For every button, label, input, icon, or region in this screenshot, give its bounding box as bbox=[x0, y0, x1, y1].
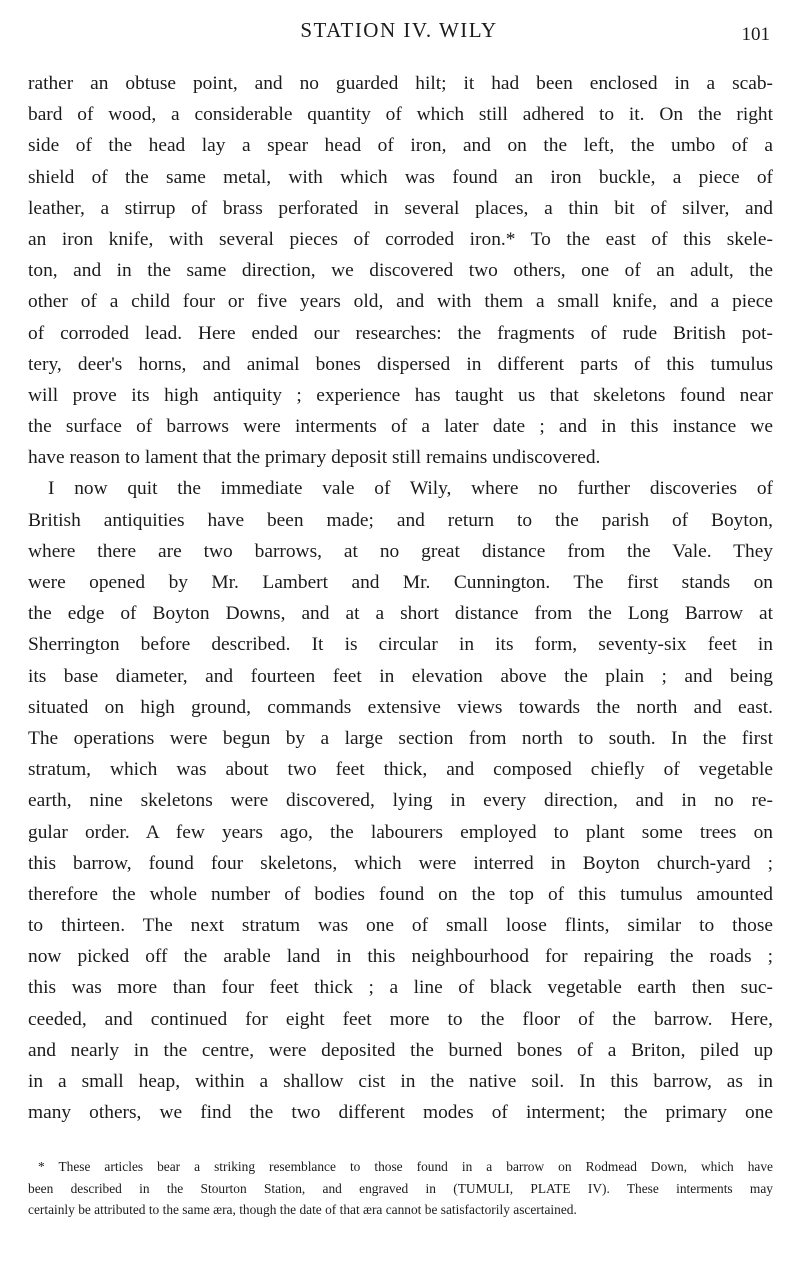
text-line: bard of wood, a considerable quantity of which still adhered to it. On the right bbox=[28, 104, 773, 126]
text-line: gular order. A few years ago, the labourers employed to plant some trees on bbox=[28, 821, 773, 843]
text-line: to thirteen. The next stratum was one of small loose flints, similar to those bbox=[28, 915, 773, 937]
text-line: therefore the whole number of bodies found on the top of this tumulus amounted bbox=[28, 883, 773, 905]
footnote-line: certainly be attributed to the same æra, though the date of that æra cannot be satisfactorily ascertained. bbox=[28, 1202, 577, 1217]
text-line: the edge of Boyton Downs, and at a short distance from the Long Barrow at bbox=[28, 603, 773, 625]
text-line: British antiquities have been made; and return to the parish of Boyton, bbox=[28, 509, 773, 531]
footnote-line: * These articles bear a striking resemblance to those found in a barrow on Rodmead Down, which have bbox=[38, 1159, 773, 1174]
text-line: ceeded, and continued for eight feet more to the floor of the barrow. Here, bbox=[28, 1008, 773, 1030]
text-line: in a small heap, within a shallow cist in the native soil. In this barrow, as in bbox=[28, 1071, 773, 1092]
text-line: I now quit the immediate vale of Wily, where no further discoveries of bbox=[48, 478, 773, 500]
text-line: will prove its high antiquity ; experience has taught us that skeletons found near bbox=[28, 384, 773, 406]
text-line: rather an obtuse point, and no guarded hilt; it had been enclosed in a scab- bbox=[28, 73, 773, 94]
paragraph-1 bbox=[28, 68, 773, 473]
text-line: its base diameter, and fourteen feet in elevation above the plain ; and being bbox=[28, 665, 773, 687]
text-line: other of a child four or five years old, and with them a small knife, and a piece bbox=[28, 291, 773, 313]
text-line: where there are two barrows, at no great distance from the Vale. They bbox=[28, 540, 773, 562]
page-header bbox=[28, 14, 770, 48]
text-line: leather, a stirrup of brass perforated in several places, a thin bit of silver, and bbox=[28, 197, 773, 219]
body-text bbox=[28, 68, 773, 1128]
text-line: ton, and in the same direction, we discovered two others, one of an adult, the bbox=[28, 260, 773, 282]
footnote bbox=[28, 1156, 773, 1221]
text-line: the surface of barrows were interments of a later date ; and in this instance we bbox=[28, 416, 773, 438]
text-line: many others, we find the two different modes of interment; the primary one bbox=[28, 1102, 773, 1124]
text-line: situated on high ground, commands extensive views towards the north and east. bbox=[28, 696, 773, 718]
text-line: The operations were begun by a large section from north to south. In the first bbox=[28, 727, 773, 749]
paragraph-2 bbox=[28, 473, 773, 1128]
text-line: earth, nine skeletons were discovered, lying in every direction, and in no re- bbox=[28, 790, 773, 812]
text-line: of corroded lead. Here ended our researches: the fragments of rude British pot- bbox=[28, 322, 773, 344]
footnote-line: been described in the Stourton Station, and engraved in (TUMULI, PLATE IV). These interments may bbox=[28, 1180, 773, 1196]
text-line: and nearly in the centre, were deposited the burned bones of a Briton, piled up bbox=[28, 1039, 773, 1061]
text-line: now picked off the arable land in this neighbourhood for repairing the roads ; bbox=[28, 946, 773, 968]
text-line: this barrow, found four skeletons, which were interred in Boyton church-yard ; bbox=[28, 852, 773, 874]
page-number: 101 bbox=[741, 24, 770, 45]
text-line: this was more than four feet thick ; a line of black vegetable earth then suc- bbox=[28, 977, 773, 999]
text-line: have reason to lament that the primary deposit still remains undiscovered. bbox=[28, 447, 601, 469]
text-line: an iron knife, with several pieces of corroded iron.* To the east of this skele- bbox=[28, 228, 773, 250]
text-line: side of the head lay a spear head of iron, and on the left, the umbo of a bbox=[28, 135, 773, 157]
text-line: Sherrington before described. It is circular in its form, seventy-six feet in bbox=[28, 634, 773, 656]
text-line: shield of the same metal, with which was found an iron buckle, a piece of bbox=[28, 166, 773, 188]
text-line: stratum, which was about two feet thick, and composed chiefly of vegetable bbox=[28, 759, 773, 781]
text-line: were opened by Mr. Lambert and Mr. Cunnington. The first stands on bbox=[28, 572, 773, 593]
text-line: tery, deer's horns, and animal bones dispersed in different parts of this tumulus bbox=[28, 353, 773, 375]
running-head: STATION IV. WILY bbox=[300, 18, 498, 42]
